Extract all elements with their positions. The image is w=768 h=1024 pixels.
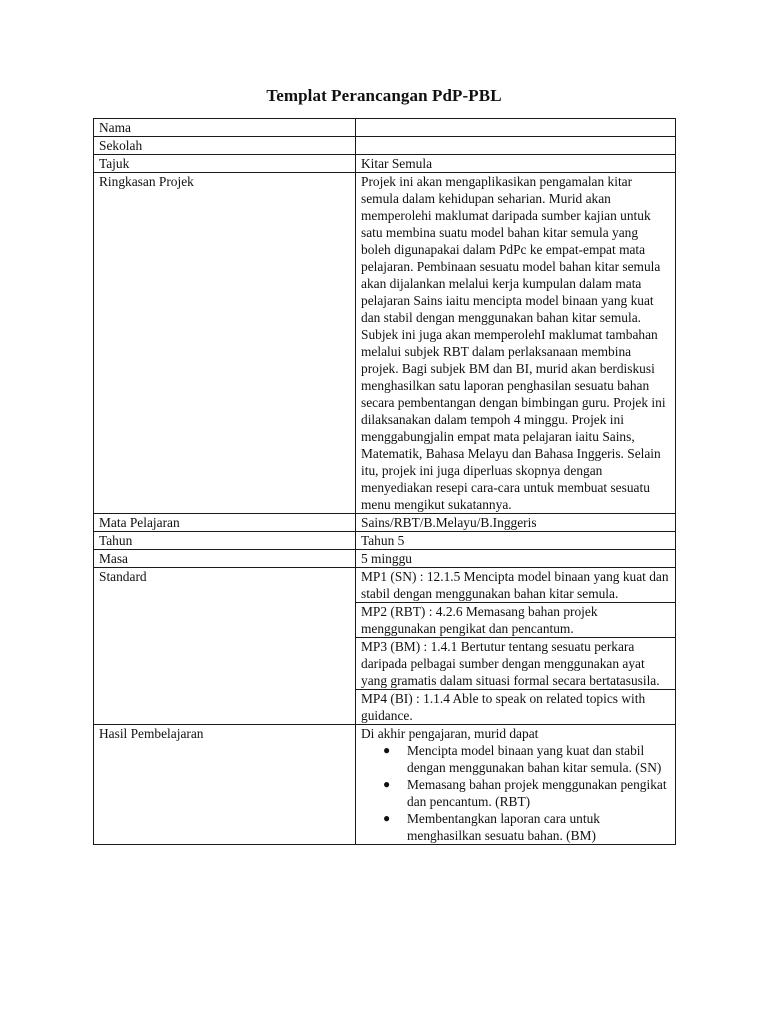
value-mata-pelajaran: Sains/RBT/B.Melayu/B.Inggeris: [356, 514, 676, 532]
outcome-text: Membentangkan laporan cara untuk menghasilkan sesuatu bahan. (BM): [407, 811, 600, 843]
value-hasil-pembelajaran: [356, 725, 676, 845]
plan-table: [93, 118, 676, 845]
row-nama: [94, 119, 676, 137]
outcomes-list: [361, 742, 671, 844]
bullet-icon: ●: [383, 811, 391, 825]
hasil-intro: Di akhir pengajaran, murid dapat: [361, 726, 539, 741]
page-title: Templat Perancangan PdP-PBL: [266, 86, 502, 105]
row-hasil-pembelajaran: [94, 725, 676, 845]
bullet-icon: ●: [383, 777, 391, 791]
row-sekolah: [94, 137, 676, 155]
label-ringkasan-projek: Ringkasan Projek: [94, 173, 356, 514]
bullet-icon: ●: [383, 743, 391, 757]
label-tahun: Tahun: [94, 532, 356, 550]
value-masa: 5 minggu: [356, 550, 676, 568]
outcome-text: Memasang bahan projek menggunakan pengikat dan pencantum. (RBT): [407, 777, 667, 809]
value-standard-mp1: MP1 (SN) : 12.1.5 Mencipta model binaan yang kuat dan stabil dengan menggunakan bahan kitar semula.: [356, 568, 676, 603]
row-ringkasan-projek: [94, 173, 676, 514]
label-standard: Standard: [94, 568, 356, 725]
value-tahun: Tahun 5: [356, 532, 676, 550]
label-hasil-pembelajaran: Hasil Pembelajaran: [94, 725, 356, 845]
row-mata-pelajaran: [94, 514, 676, 532]
list-item: [383, 776, 671, 810]
label-nama: Nama: [94, 119, 356, 137]
label-mata-pelajaran: Mata Pelajaran: [94, 514, 356, 532]
value-standard-mp2: MP2 (RBT) : 4.2.6 Memasang bahan projek menggunakan pengikat dan pencantum.: [356, 603, 676, 638]
value-tajuk: Kitar Semula: [356, 155, 676, 173]
label-tajuk: Tajuk: [94, 155, 356, 173]
value-standard-mp3: MP3 (BM) : 1.4.1 Bertutur tentang sesuatu perkara daripada pelbagai sumber dengan menggunakan ayat yang gramatis dalam situasi formal secara bertatasusila.: [356, 638, 676, 690]
outcome-text: Mencipta model binaan yang kuat dan stabil dengan menggunakan bahan kitar semula. (SN): [407, 743, 662, 775]
value-ringkasan-projek: Projek ini akan mengaplikasikan pengamalan kitar semula dalam kehidupan seharian. Murid akan memperolehi maklumat daripada sumber kajian untuk satu membina suatu model bahan kitar semula yang boleh digunapakai dalam PdPc ke empat-empat mata pelajaran. Pembinaan sesuatu model bahan kitar semula akan dijalankan melalui kerja kumpulan dalam mata pelajaran Sains iaitu mencipta model binaan yang kuat dan stabil dengan menggunakan bahan kitar semula. Subjek ini juga akan memperolehI maklumat tambahan melalui subjek RBT dalam perlaksanaan membina projek. Bagi subjek BM dan BI, murid akan berdiskusi menghasilkan satu laporan penghasilan sesuatu bahan secara pembentangan dengan bimbingan guru. Projek ini dilaksanakan dalam tempoh 4 minggu. Projek ini menggabungjalin empat mata pelajaran iaitu Sains, Matematik, Bahasa Melayu dan Bahasa Inggeris. Selain itu, projek ini juga diperluas skopnya dengan menyediakan resepi cara-cara untuk membuat sesuatu menu mengikut sukatannya.: [356, 173, 676, 514]
row-tahun: [94, 532, 676, 550]
value-standard-mp4: MP4 (BI) : 1.1.4 Able to speak on related topics with guidance.: [356, 690, 676, 725]
row-standard-mp1: [94, 568, 676, 603]
value-sekolah: [356, 137, 676, 155]
row-masa: [94, 550, 676, 568]
label-masa: Masa: [94, 550, 356, 568]
row-tajuk: [94, 155, 676, 173]
list-item: [383, 810, 671, 844]
list-item: [383, 742, 671, 776]
value-nama: [356, 119, 676, 137]
label-sekolah: Sekolah: [94, 137, 356, 155]
